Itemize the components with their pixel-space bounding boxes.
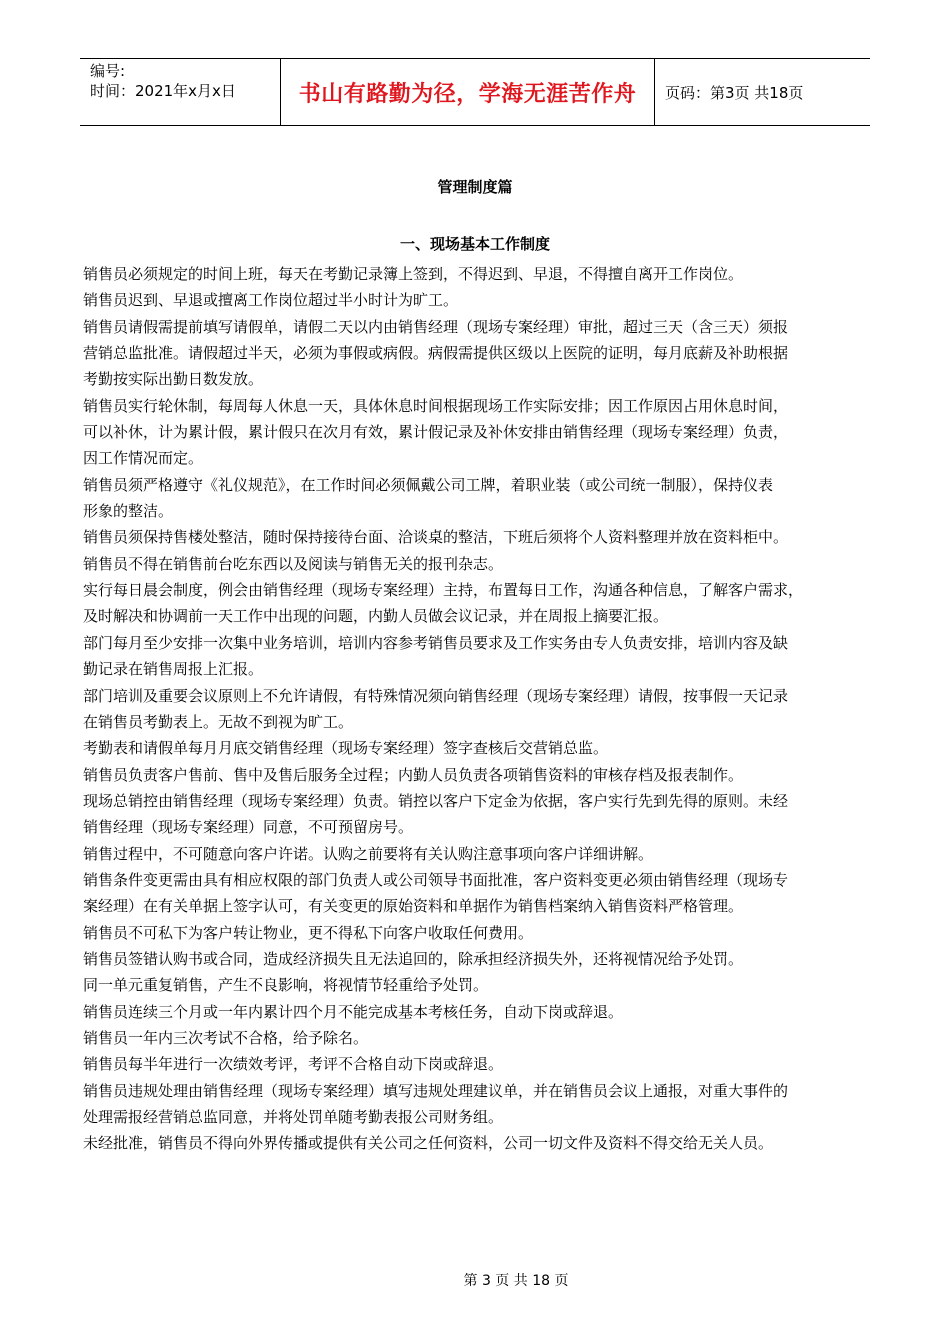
- paragraph-line: 形象的整洁。: [83, 502, 174, 521]
- paragraph-line: 销售员实行轮休制，每周每人休息一天，具体休息时间根据现场工作实际安排；因工作原因占用休息时间，: [83, 396, 789, 415]
- paragraph-line: 可以补休，计为累计假，累计假只在次月有效，累计假记录及补休安排由销售经理（现场专案经理）负责，: [83, 423, 789, 442]
- paragraph-line: 销售员连续三个月或一年内累计四个月不能完成基本考核任务，自动下岗或辞退。: [83, 1002, 624, 1021]
- page-footer: [0, 1270, 950, 1290]
- rule-paragraph: [83, 577, 873, 630]
- paragraph-line: 销售员请假需提前填写请假单，请假二天以内由销售经理（现场专案经理）审批，超过三天（含三天）须报: [83, 317, 789, 336]
- rule-paragraph: [83, 1078, 873, 1131]
- paragraph-line: 销售员须严格遵守《礼仪规范》，在工作时间必须佩戴公司工牌，着职业装（或公司统一制服），保持仪表: [83, 475, 774, 494]
- rule-paragraph: [83, 1130, 873, 1156]
- rule-paragraph: [83, 287, 873, 313]
- paragraph-line: 销售员不可私下为客户转让物业，更不得私下向客户收取任何费用。: [83, 923, 534, 942]
- document-body: [83, 261, 873, 1157]
- paragraph-line: 未经批准，销售员不得向外界传播或提供有关公司之任何资料，公司一切文件及资料不得交给无关人员。: [83, 1134, 774, 1153]
- rule-paragraph: [83, 1051, 873, 1077]
- paragraph-line: 勤记录在销售周报上汇报。: [83, 660, 264, 679]
- paragraph-line: 销售员负责客户售前、售中及售后服务全过程；内勤人员负责各项销售资料的审核存档及报表制作。: [83, 765, 744, 784]
- paragraph-line: 案经理）在有关单据上签字认可，有关变更的原始资料和单据作为销售档案纳入销售资料严格管理。: [83, 897, 744, 916]
- rule-paragraph: [83, 551, 873, 577]
- header-meta: [80, 59, 281, 125]
- paragraph-line: 考勤按实际出勤日数发放。: [83, 370, 264, 389]
- paragraph-line: 及时解决和协调前一天工作中出现的问题，内勤人员做会议记录，并在周报上摘要汇报。: [83, 607, 669, 626]
- paragraph-line: 同一单元重复销售，产生不良影响，将视情节轻重给予处罚。: [83, 976, 489, 995]
- rule-paragraph: [83, 946, 873, 972]
- rule-paragraph: [83, 788, 873, 841]
- document-date: 时间：2021年x月x日: [90, 82, 236, 100]
- paragraph-line: 考勤表和请假单每月月底交销售经理（现场专案经理）签字查核后交营销总监。: [83, 739, 609, 758]
- rule-paragraph: [83, 472, 873, 525]
- paragraph-line: 销售员必须规定的时间上班，每天在考勤记录簿上签到，不得迟到、早退，不得擅自离开工作岗位。: [83, 265, 744, 283]
- section-title: 一、现场基本工作制度: [399, 235, 550, 253]
- paragraph-line: 销售条件变更需由具有相应权限的部门负责人或公司领导书面批准，客户资料变更必须由销售经理（现场专: [83, 870, 789, 889]
- paragraph-line: 销售员违规处理由销售经理（现场专案经理）填写违规处理建议单，并在销售员会议上通报，对重大事件的: [83, 1081, 789, 1100]
- rule-paragraph: [83, 762, 873, 788]
- footer-page-number: 第 3 页 共 18 页: [463, 1273, 569, 1289]
- rule-paragraph: [83, 920, 873, 946]
- paragraph-line: 销售经理（现场专案经理）同意，不可预留房号。: [83, 818, 414, 837]
- header-motto-cell: [281, 59, 655, 125]
- paragraph-line: 销售过程中，不可随意向客户许诺。认购之前要将有关认购注意事项向客户详细讲解。: [83, 844, 654, 863]
- rule-paragraph: [83, 630, 873, 683]
- rule-paragraph: [83, 972, 873, 998]
- rule-paragraph: [83, 999, 873, 1025]
- document-number-label: 编号:: [90, 62, 126, 80]
- rule-paragraph: [83, 841, 873, 867]
- page-header: [80, 58, 870, 126]
- paragraph-line: 销售员签错认购书或合同，造成经济损失且无法追回的，除承担经济损失外，还将视情况给予处罚。: [83, 949, 744, 968]
- rule-paragraph: [83, 867, 873, 920]
- header-motto: 书山有路勤为径，学海无涯苦作舟: [298, 81, 637, 107]
- paragraph-line: 销售员一年内三次考试不合格，给予除名。: [83, 1028, 369, 1047]
- paragraph-line: 因工作情况而定。: [83, 449, 204, 468]
- paragraph-line: 销售员须保持售楼处整洁，随时保持接待台面、洽谈桌的整洁，下班后须将个人资料整理并放在资料柜中。: [83, 528, 789, 547]
- rule-paragraph: [83, 735, 873, 761]
- paragraph-line: 部门每月至少安排一次集中业务培训，培训内容参考销售员要求及工作实务由专人负责安排，培训内容及缺: [83, 633, 789, 652]
- paragraph-line: 销售员每半年进行一次绩效考评，考评不合格自动下岗或辞退。: [83, 1055, 504, 1074]
- page-title: 管理制度篇: [437, 178, 513, 196]
- paragraph-line: 销售员不得在销售前台吃东西以及阅读与销售无关的报刊杂志。: [83, 554, 504, 573]
- rule-paragraph: [83, 261, 873, 287]
- paragraph-line: 现场总销控由销售经理（现场专案经理）负责。销控以客户下定金为依据，客户实行先到先得的原则。未经: [83, 791, 789, 810]
- rule-paragraph: [83, 683, 873, 736]
- paragraph-line: 实行每日晨会制度，例会由销售经理（现场专案经理）主持，布置每日工作，沟通各种信息，了解客户需求，: [83, 581, 804, 600]
- rule-paragraph: [83, 524, 873, 550]
- paragraph-line: 营销总监批准。请假超过半天，必须为事假或病假。病假需提供区级以上医院的证明，每月底薪及补助根据: [83, 344, 789, 363]
- header-page-info: 页码：第3页 共18页: [665, 83, 804, 102]
- paragraph-line: 在销售员考勤表上。无故不到视为旷工。: [83, 712, 354, 731]
- rule-paragraph: [83, 314, 873, 393]
- paragraph-line: 处理需报经营销总监同意，并将处罚单随考勤表报公司财务组。: [83, 1108, 504, 1126]
- paragraph-line: 部门培训及重要会议原则上不允许请假，有特殊情况须向销售经理（现场专案经理）请假，按事假一天记录: [83, 686, 789, 705]
- rule-paragraph: [83, 1025, 873, 1051]
- rule-paragraph: [83, 393, 873, 472]
- paragraph-line: 销售员迟到、早退或擅离工作岗位超过半小时计为旷工。: [83, 291, 459, 310]
